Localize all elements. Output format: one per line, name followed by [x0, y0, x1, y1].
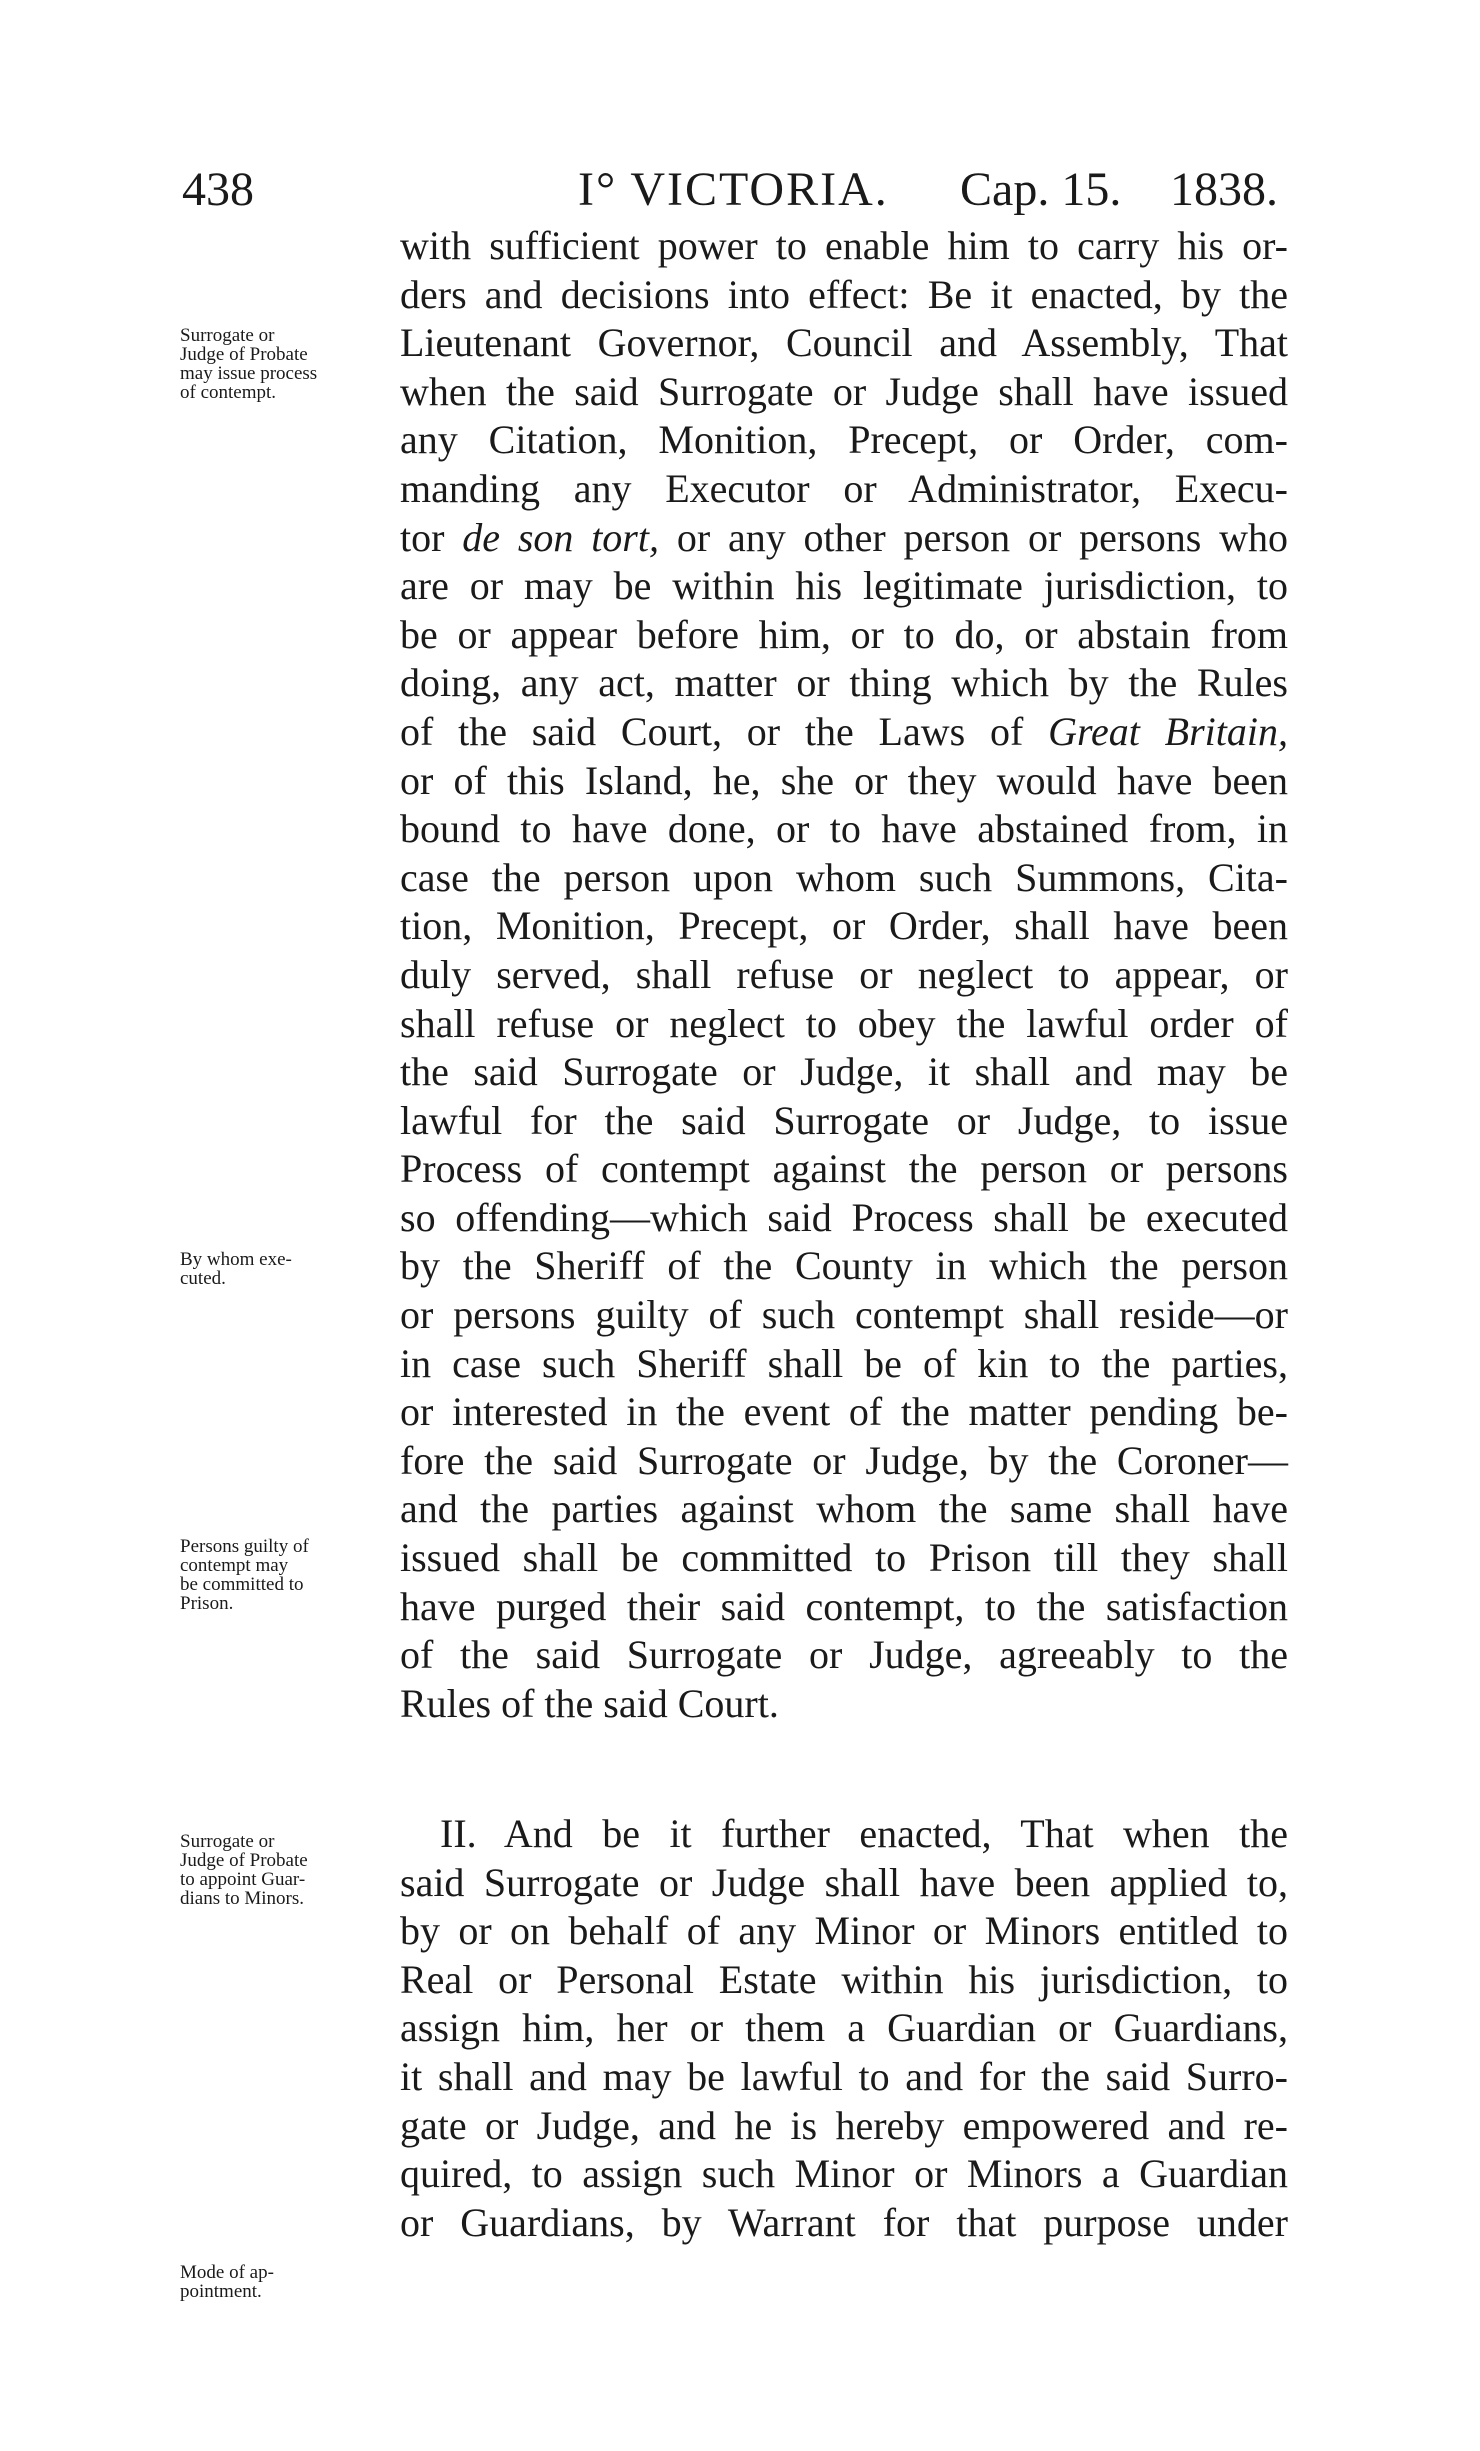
text-line: doing, any act, matter or thing which by the Rules: [400, 660, 1288, 706]
text-line: II. And be it further enacted, That when the: [440, 1811, 1288, 1856]
text-line: Rules of the said Court.: [400, 1680, 779, 1726]
text-line: of the said Surrogate or Judge, agreeably to the: [400, 1632, 1288, 1678]
text-line: case the person upon whom such Summons, Cita-: [400, 854, 1288, 900]
text-line: said Surrogate or Judge shall have been applied to,: [400, 1859, 1288, 1905]
text-line: lawful for the said Surrogate or Judge, to issue: [400, 1097, 1288, 1143]
text-line: duly served, shall refuse or neglect to appear, or: [400, 951, 1288, 997]
text-line: ders and decisions into effect: Be it enacted, by the: [400, 271, 1288, 317]
note-line: dians to Minors.: [180, 1888, 305, 1909]
note-line: of contempt.: [180, 382, 277, 403]
text-line: quired, to assign such Minor or Minors a Guardian: [400, 2151, 1288, 2197]
text-line: or interested in the event of the matter pending be-: [400, 1389, 1288, 1435]
text-line: fore the said Surrogate or Judge, by the Coroner—: [400, 1437, 1288, 1483]
italic-term: de son tort,: [462, 514, 659, 560]
text-line: Process of contempt against the person or persons: [400, 1146, 1288, 1192]
text-line: bound to have done, or to have abstained from, in: [400, 806, 1288, 852]
text-line: by or on behalf of any Minor or Minors entitled to: [400, 1908, 1288, 1954]
marginal-note-by-whom-executed: [180, 1250, 380, 1288]
note-line: Judge of Probate: [180, 1850, 308, 1871]
text-line: and the parties against whom the same shall have: [400, 1486, 1288, 1532]
note-line: Prison.: [180, 1593, 234, 1614]
note-line: Judge of Probate: [180, 344, 308, 365]
note-line: contempt may: [180, 1555, 289, 1576]
note-line: to appoint Guar-: [180, 1869, 306, 1890]
text-line: with sufficient power to enable him to carry his or-: [400, 223, 1288, 268]
page-number: 438: [182, 163, 254, 216]
text-line: tion, Monition, Precept, or Order, shall have been: [400, 903, 1288, 949]
text-line: or Guardians, by Warrant for that purpose under: [400, 2199, 1288, 2245]
note-line: Persons guilty of: [180, 1536, 309, 1557]
note-line: may issue process: [180, 363, 318, 384]
text-line: manding any Executor or Administrator, Execu-: [400, 465, 1288, 511]
regnal-year: I° VICTORIA.: [578, 163, 889, 216]
text-line: shall refuse or neglect to obey the lawful order of: [400, 1000, 1288, 1046]
text-line: it shall and may be lawful to and for the said Surro-: [400, 2053, 1288, 2099]
text-run: or any other person or persons who: [676, 514, 1288, 560]
text-line: any Citation, Monition, Precept, or Order, com-: [400, 417, 1288, 463]
text-line: so offending—which said Process shall be executed: [400, 1194, 1288, 1240]
note-line: cuted.: [180, 1268, 226, 1289]
marginal-note-appoint-guardians: [180, 1832, 380, 1908]
text-run: of the said Court, or the Laws of: [400, 708, 1024, 754]
year: 1838.: [1170, 163, 1278, 216]
running-header: [0, 160, 1480, 220]
text-line: in case such Sheriff shall be of kin to the parties,: [400, 1340, 1288, 1386]
text-line: by the Sheriff of the County in which the person: [400, 1243, 1288, 1289]
text-line: the said Surrogate or Judge, it shall and may be: [400, 1049, 1288, 1095]
text-line: assign him, her or them a Guardian or Guardians,: [400, 2005, 1288, 2051]
text-line: be or appear before him, or to do, or abstain from: [400, 611, 1288, 657]
text-run: tor: [400, 514, 445, 560]
text-line: have purged their said contempt, to the satisfaction: [400, 1583, 1288, 1629]
text-line: [400, 514, 1288, 563]
marginal-note-process-of-contempt: [180, 326, 380, 402]
text-line: gate or Judge, and he is hereby empowered and re-: [400, 2102, 1288, 2148]
chapter-number: Cap. 15.: [960, 163, 1122, 216]
note-line: Surrogate or: [180, 1831, 275, 1852]
text-line: issued shall be committed to Prison till they shall: [400, 1535, 1288, 1581]
text-line: [400, 708, 1288, 757]
note-line: be committed to: [180, 1574, 304, 1595]
note-line: Mode of ap-: [180, 2262, 274, 2283]
section-2-text: [400, 1810, 1288, 2247]
section-1-text: [400, 222, 1288, 1728]
italic-term: Great Britain,: [1048, 708, 1289, 754]
text-line: or of this Island, he, she or they would have been: [400, 757, 1288, 803]
text-line: are or may be within his legitimate jurisdiction, to: [400, 563, 1288, 609]
note-line: By whom exe-: [180, 1249, 292, 1270]
note-line: Surrogate or: [180, 325, 275, 346]
note-line: pointment.: [180, 2281, 262, 2302]
text-line: Real or Personal Estate within his jurisdiction, to: [400, 1956, 1288, 2002]
text-line: when the said Surrogate or Judge shall have issued: [400, 368, 1288, 414]
marginal-note-committed-to-prison: [180, 1537, 380, 1613]
text-line: Lieutenant Governor, Council and Assembly, That: [400, 320, 1288, 366]
marginal-note-mode-of-appointment: [180, 2263, 380, 2301]
text-line: or persons guilty of such contempt shall reside—or: [400, 1292, 1288, 1338]
